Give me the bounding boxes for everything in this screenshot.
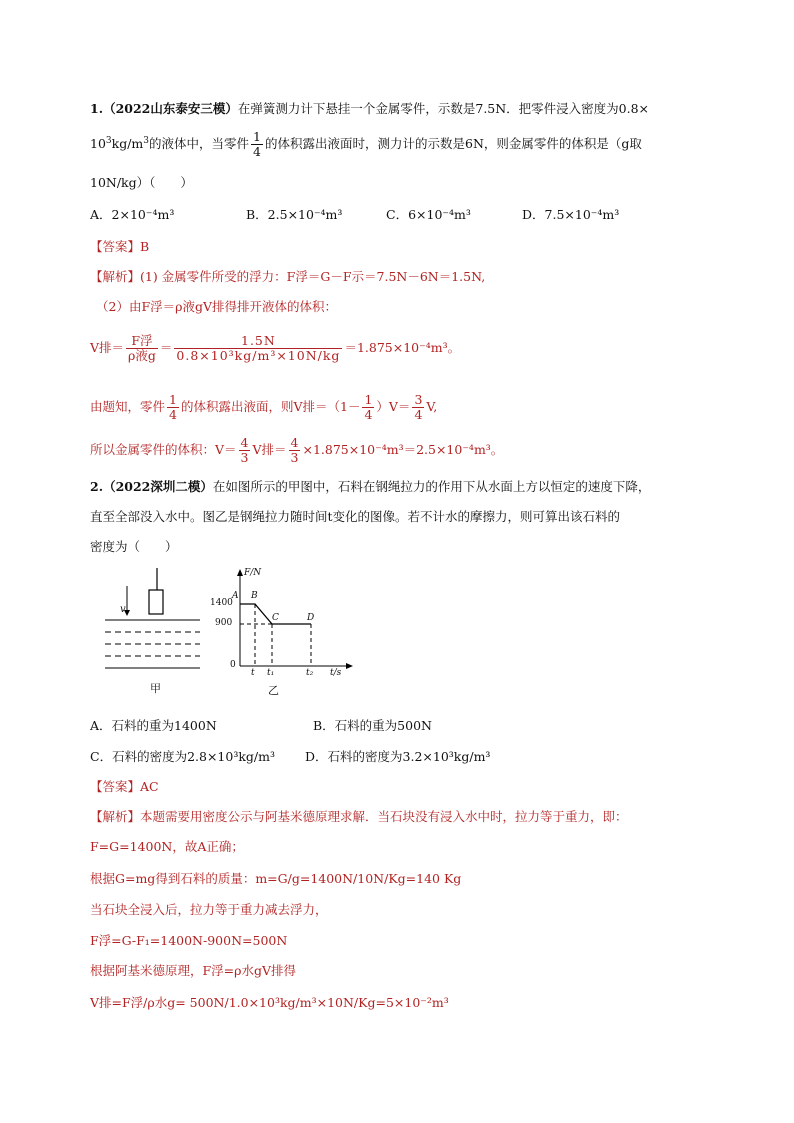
y-axis-arrow [237, 569, 243, 576]
q2-number: 2. [90, 479, 104, 494]
q1-answer: 【答案】B [90, 239, 150, 254]
fraction-quarter [167, 393, 179, 422]
frac-numerator: 3 [414, 392, 423, 407]
frac-numerator: 1.5N [174, 334, 342, 349]
q1-stem-line2 [90, 130, 642, 159]
v-result: ＝1.875×10⁻⁴m³。 [344, 340, 461, 355]
q1-stem-text2a: 10 [90, 136, 106, 151]
q2-stem-text1: 在如图所示的甲图中，石料在钢绳拉力的作用下从水面上方以恒定的速度下降， [212, 479, 651, 494]
fig-v-label: v [120, 604, 126, 615]
stone-block [149, 590, 163, 614]
fraction-four-thirds [239, 436, 251, 465]
fig-yi-caption: 乙 [268, 684, 279, 697]
frac-numerator: 1 [253, 129, 261, 144]
q1-option-a: A．2×10⁻⁴m³ [90, 207, 175, 222]
q1-source: （2022山东泰安三模） [103, 101, 238, 116]
y-tick-900: 900 [215, 618, 233, 628]
q1-option-b: B．2.5×10⁻⁴m³ [246, 207, 343, 222]
q2-option-a: A．石料的重为1400N [90, 718, 217, 733]
q1-stem-line3: 10N/kg）（ ） [90, 175, 193, 190]
q2-answer: 【答案】AC [90, 779, 159, 794]
frac-numerator: 4 [240, 435, 249, 450]
q1-volume-equation [90, 334, 460, 363]
text: 的体积露出液面，则V排＝（1－ [180, 399, 361, 414]
q1-sup2: 3 [143, 135, 150, 146]
x-axis-label: t/s [330, 668, 342, 678]
q2-stem-line1 [90, 478, 650, 496]
q2-analysis-1: 【解析】本题需要用密度公示与阿基米德原理求解．当石块没有浸入水中时，拉力等于重力，即： [90, 809, 628, 824]
frac-denominator: 4 [364, 407, 373, 422]
q2-analysis-5: F浮=G-F₁=1400N-900N=500N [90, 933, 288, 948]
text: 由题知，零件 [90, 399, 166, 414]
q1-analysis-2: （2）由F浮＝ρ液gV排得排开液体的体积： [96, 299, 338, 314]
v-frac-numeric [174, 334, 342, 363]
frac-numerator: 1 [364, 392, 373, 407]
y-tick-0: 0 [230, 660, 236, 670]
q2-analysis-4: 当石块全浸入后，拉力等于重力减去浮力， [90, 902, 328, 917]
x-tick-t: t [251, 668, 255, 678]
point-b: B [251, 591, 258, 601]
frac-numerator: F浮 [126, 334, 158, 349]
fig-jia-caption: 甲 [150, 682, 161, 695]
q1-option-d: D．7.5×10⁻⁴m³ [522, 207, 620, 222]
fraction-quarter [362, 393, 374, 422]
x-axis-arrow [346, 663, 353, 669]
frac-denominator: 4 [414, 407, 423, 422]
frac-denominator: 0.8×10³kg/m³×10N/kg [176, 348, 341, 363]
q1-stem-text1: 在弹簧测力计下悬挂一个金属零件，示数是7.5N．把零件浸入密度为0.8× [237, 101, 650, 116]
frac-denominator: 3 [240, 450, 249, 465]
q1-stem-text2d: 的体积露出液面时，测力计的示数是6N，则金属零件的体积是（g取 [264, 136, 642, 151]
text: ）V＝ [376, 399, 411, 414]
text: V排＝ [252, 442, 287, 457]
q1-stem-text2b: kg/m [111, 136, 144, 151]
text: V, [426, 399, 438, 414]
x-tick-t1: t₁ [267, 668, 275, 678]
point-c: C [272, 613, 279, 623]
text: ×1.875×10⁻⁴m³＝2.5×10⁻⁴m³。 [302, 442, 504, 457]
q1-option-c: C．6×10⁻⁴m³ [386, 207, 471, 222]
q1-stem-text2c: 的液体中，当零件 [149, 136, 250, 151]
y-axis-label: F/N [244, 568, 262, 578]
q2-analysis-6: 根据阿基米德原理，F浮=ρ水gV排得 [90, 963, 297, 978]
q1-number: 1. [90, 101, 104, 116]
frac-numerator: 4 [290, 435, 299, 450]
figure-jia [100, 568, 210, 700]
frac-numerator: 1 [169, 392, 177, 407]
q1-fraction-quarter [251, 130, 263, 159]
v-lhs: V排＝ [90, 340, 125, 355]
frac-denominator: 3 [290, 450, 299, 465]
force-time-graph [222, 566, 354, 702]
figure-yi-graph [210, 566, 354, 702]
q2-analysis-2: F=G=1400N，故A正确； [90, 839, 244, 854]
q1-sup1: 3 [105, 135, 112, 146]
q2-option-b: B．石料的重为500N [313, 718, 432, 733]
point-a: A [232, 591, 239, 601]
q1-analysis-4 [90, 393, 437, 422]
frac-denominator: 4 [169, 407, 177, 422]
q2-option-d: D．石料的密度为3.2×10³kg/m³ [305, 749, 491, 764]
text: 所以金属零件的体积：V＝ [90, 442, 237, 457]
y-tick-1400: 1400 [210, 598, 233, 608]
q2-stem-line2: 直至全部没入水中。图乙是钢绳拉力随时间t变化的图像。若不计水的摩擦力，则可算出该石料的 [90, 509, 621, 524]
q1-stem-line1 [90, 100, 649, 118]
q2-analysis-3: 根据G=mg得到石料的质量：m=G/g=1400N/10N/Kg=140 Kg [90, 871, 462, 886]
frac-denominator: 4 [253, 144, 261, 159]
v-frac-symbolic [126, 334, 158, 363]
frac-denominator: ρ液g [128, 348, 156, 363]
q1-analysis-5 [90, 436, 503, 465]
x-tick-t2: t₂ [306, 668, 314, 678]
q2-option-c: C．石料的密度为2.8×10³kg/m³ [90, 749, 275, 764]
fraction-three-quarters [412, 393, 424, 422]
q1-analysis-1: 【解析】(1) 金属零件所受的浮力：F浮＝G－F示＝7.5N－6N＝1.5N, [90, 269, 486, 284]
q2-source: （2022深圳二模） [103, 479, 213, 494]
q2-stem-line3: 密度为（ ） [90, 539, 178, 554]
q2-analysis-7: V排=F浮/ρ水g= 500N/1.0×10³kg/m³×10N/Kg=5×10⁻²m³ [90, 995, 449, 1010]
point-d: D [307, 613, 315, 623]
fraction-four-thirds [289, 436, 301, 465]
v-equals: ＝ [159, 340, 173, 355]
